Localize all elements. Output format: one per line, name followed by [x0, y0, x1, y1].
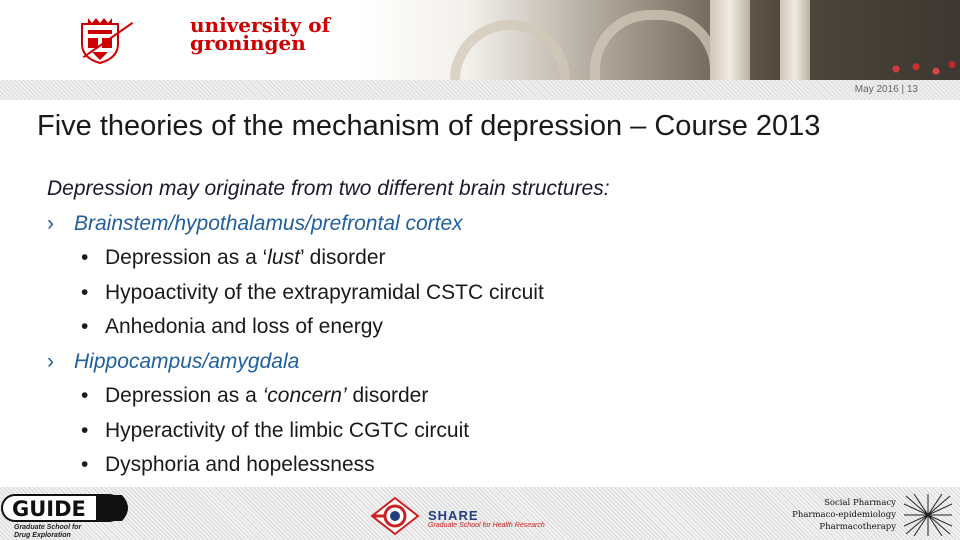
arch-decoration — [590, 10, 720, 80]
list-item-text: Depression as a ‘ — [105, 246, 268, 269]
list-item-emphasis: ‘concern’ — [262, 384, 347, 407]
bullet-icon: • — [81, 384, 89, 407]
university-name-line1: university of — [190, 13, 331, 37]
pharmacy-departments — [792, 497, 896, 533]
pharmacy-line: Pharmacotherapy — [819, 522, 896, 532]
date-strip — [0, 80, 960, 100]
group-heading — [47, 207, 927, 242]
slide-date-page: May 2016 | 13 — [854, 84, 918, 95]
slide-body — [47, 172, 927, 483]
list-item — [47, 276, 927, 311]
share-logo-name: SHARE — [428, 508, 479, 523]
flowers-decoration — [880, 58, 960, 80]
list-item-text: Anhedonia and loss of energy — [105, 315, 383, 338]
list-item-text: Depression as a — [105, 384, 263, 407]
pillar-decoration — [780, 0, 810, 80]
group-heading — [47, 345, 927, 380]
arch-decoration — [450, 20, 570, 80]
list-item — [47, 414, 927, 449]
group-heading-text: Brainstem/hypothalamus/prefrontal cortex — [74, 211, 463, 235]
slide-title: Five theories of the mechanism of depression – Course 2013 — [37, 110, 821, 142]
chevron-right-icon: › — [47, 349, 54, 373]
university-name — [190, 13, 331, 55]
list-item-text: Hypoactivity of the extrapyramidal CSTC circuit — [105, 280, 544, 304]
list-item — [47, 310, 927, 345]
university-name-line2: groningen — [190, 31, 306, 55]
bullet-icon: • — [81, 246, 89, 269]
list-item-text-end: ’ disorder — [299, 246, 386, 269]
share-logo-subtitle: Graduate School for Health Research — [428, 522, 545, 529]
bullet-icon: • — [81, 280, 89, 304]
guide-subtitle-line2: Drug Exploration — [14, 532, 71, 539]
intro-text: Depression may originate from two different brain structures: — [47, 177, 610, 200]
pharmacy-line: Pharmaco-epidemiology — [792, 510, 896, 520]
guide-logo-text: GUIDE — [12, 497, 86, 521]
header-photo — [360, 0, 960, 80]
list-item-text: Dysphoria and hopelessness — [105, 453, 375, 476]
header-banner — [0, 0, 960, 80]
share-logo-icon — [370, 496, 420, 536]
list-item — [47, 448, 927, 483]
list-item-emphasis: lust — [267, 246, 300, 269]
group-heading-text: Hippocampus/amygdala — [74, 349, 300, 373]
bullet-icon: • — [81, 453, 89, 476]
list-item-text: Hyperactivity of the limbic CGTC circuit — [105, 418, 470, 442]
guide-subtitle — [14, 524, 81, 540]
list-item — [47, 241, 927, 276]
guide-subtitle-line1: Graduate School for — [14, 524, 82, 531]
list-item-text-end: disorder — [346, 384, 429, 407]
list-item — [47, 379, 927, 414]
pillar-decoration — [710, 0, 750, 80]
bullet-icon: • — [81, 418, 89, 442]
pharmacy-mark-icon — [904, 494, 952, 536]
bullet-icon: • — [81, 315, 89, 338]
chevron-right-icon: › — [47, 211, 54, 235]
pharmacy-line: Social Pharmacy — [824, 498, 896, 508]
